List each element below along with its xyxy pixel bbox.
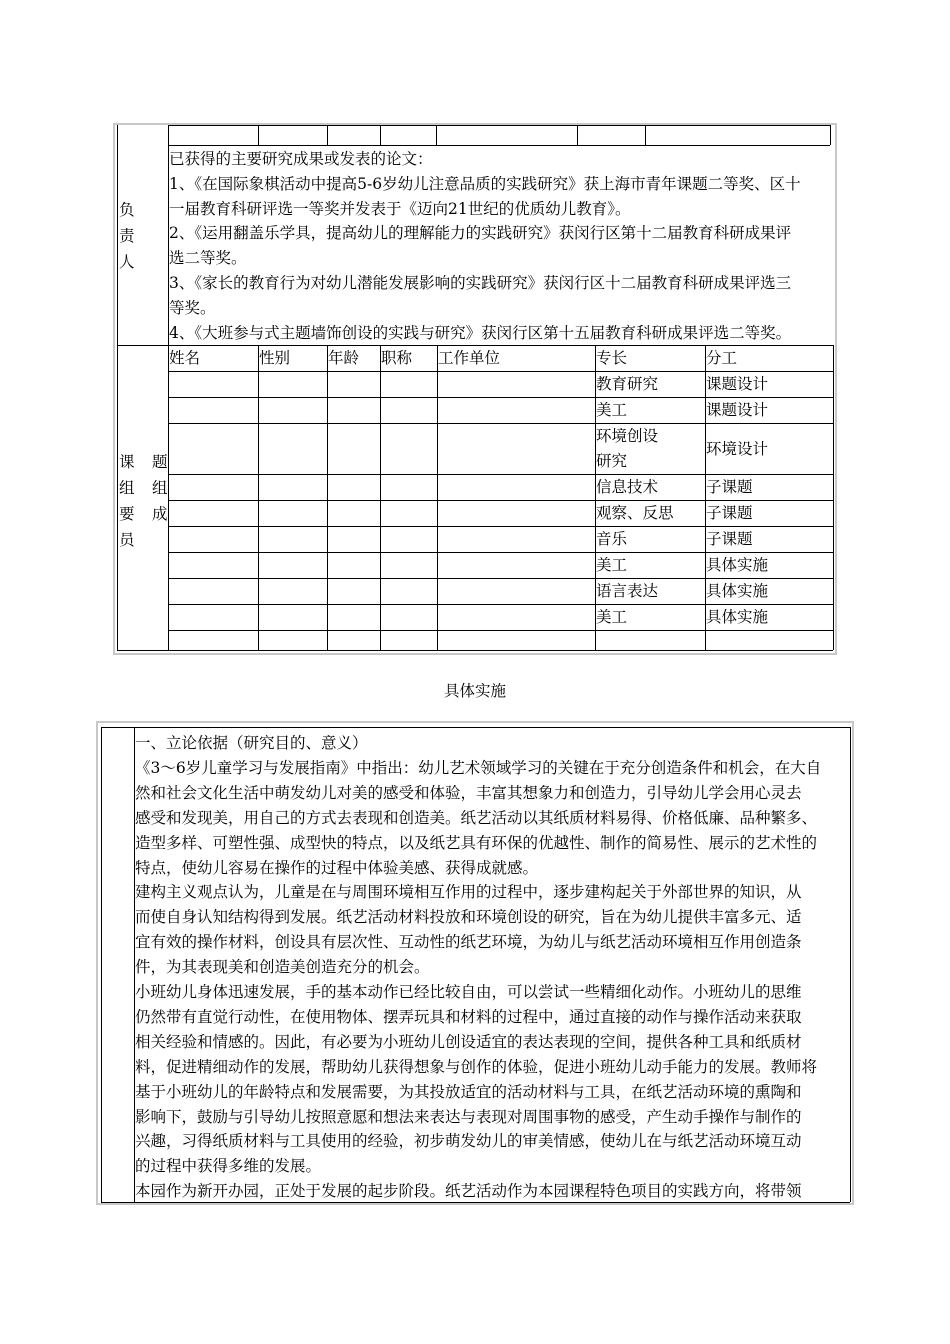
achievement-line: 1、《在国际象棋活动中提高5-6岁幼儿注意品质的实践研究》获上海市青年课题二等奖、区十 (169, 174, 801, 193)
role-cell: 环境设计 (706, 439, 769, 458)
members-label-char: 课 (119, 453, 135, 471)
table-border (645, 125, 646, 145)
table-border (168, 423, 833, 424)
paragraph-line: 的过程中获得多维的发展。 (135, 1157, 322, 1176)
members-label-char: 题 (152, 453, 168, 471)
paragraph-line: 然和社会文化生活中萌发幼儿对美的感受和体验，丰富其想象力和创造力，引导幼儿学会用心灵去 (135, 783, 802, 802)
paragraph-line: 基于小班幼儿的年龄特点和发展需要，为其投放适宜的活动材料与工具，在纸艺活动环境的熏陶和 (135, 1082, 802, 1101)
role-cell: 子课题 (706, 530, 753, 548)
column-header: 专长 (596, 349, 628, 367)
specialty-cell: 研究 (596, 452, 628, 470)
specialty-cell: 音乐 (596, 530, 628, 548)
section-heading: 一、立论依据（研究目的、意义） (135, 734, 368, 752)
column-header: 工作单位 (438, 349, 501, 367)
table-border (380, 345, 381, 650)
table-border (168, 125, 169, 145)
specialty-cell: 语言表达 (596, 582, 659, 600)
members-label-char: 组 (152, 479, 168, 497)
paragraph-line: 而使自身认知结构得到发展。纸艺活动材料投放和环境创设的研究，旨在为幼儿提供丰富多元、适 (135, 908, 802, 927)
paragraph-line: 宜有效的操作材料，创设具有层次性、互动性的纸艺环境，为幼儿与纸艺活动环境相互作用创造条 (135, 933, 802, 952)
column-header: 性别 (259, 349, 291, 367)
role-cell: 课题设计 (706, 401, 769, 419)
leader-label-char: 责 (119, 227, 135, 245)
achievement-line: 选二等奖。 (169, 249, 247, 268)
paragraph-line: 造型多样、可塑性强、成型快的特点，以及纸艺具有环保的优越性、制作的简易性、展示的艺术性的 (135, 833, 818, 852)
achievement-line: 4、《大班参与式主题墙饰创设的实践与研究》获闵行区第十五届教育科研成果评选二等奖。 (169, 323, 792, 342)
table-border (168, 345, 169, 650)
paragraph-line: 相关经验和情感的。因此，有必要为小班幼儿创设适宜的表达表现的空间，提供各种工具和纸质材 (135, 1032, 802, 1051)
table-border (117, 650, 168, 651)
paragraph-line: 影响下，鼓励与引导幼儿按照意愿和想法来表达与表现对周围事物的感受，产生动手操作与制作的 (135, 1107, 802, 1126)
table-border (168, 630, 833, 631)
paragraph-line: 件，为其表现美和创造美创造充分的机会。 (135, 958, 430, 977)
column-header: 分工 (706, 349, 738, 367)
table-border (436, 125, 437, 145)
table-border (117, 125, 118, 650)
specialty-cell: 美工 (596, 401, 628, 419)
table-border (577, 125, 578, 145)
section-title: 具体实施 (443, 682, 506, 700)
members-label-char: 组 (119, 479, 135, 497)
paragraph-line: 建构主义观点认为，儿童是在与周围环境相互作用的过程中，逐步建构起关于外部世界的知识，从 (135, 883, 802, 902)
paragraph-line: 本园作为新开办园，正处于发展的起步阶段。纸艺活动作为本园课程特色项目的实践方向，将带领 (135, 1182, 802, 1201)
paragraph-line: 料，促进精细动作的发展，帮助幼儿获得想象与创作的体验，促进小班幼儿动手能力的发展。教师将 (135, 1057, 818, 1076)
specialty-cell: 教育研究 (596, 375, 659, 393)
table-border (850, 727, 851, 1202)
role-cell: 具体实施 (706, 582, 769, 600)
paragraph-line: 仍然带有直觉行动性，在使用物体、摆弄玩具和材料的过程中，通过直接的动作与操作活动来获取 (135, 1007, 802, 1026)
table-border (437, 345, 438, 650)
role-cell: 子课题 (706, 478, 753, 496)
table-border (833, 345, 834, 650)
paragraph-line: 感受和发现美，用自己的方式去表现和创造美。纸艺活动以其纸质材料易得、价格低廉、品种繁多、 (135, 808, 818, 827)
table-border (168, 125, 830, 126)
achievement-line: 2、《运用翻盖乐学具，提高幼儿的理解能力的实践研究》获闵行区第十二届教育科研成果评 (169, 224, 792, 243)
achievement-line: 3、《家长的教育行为对幼儿潜能发展影响的实践研究》获闵行区十二届教育科研成果评选三 (169, 274, 792, 292)
table-border (327, 125, 328, 145)
table-border (101, 727, 102, 1202)
specialty-cell: 环境创设 (596, 427, 659, 445)
table-border (327, 345, 328, 650)
members-label-char: 要 (119, 505, 135, 523)
table-border (258, 125, 259, 145)
paragraph-line: 兴趣，习得纸质材料与工具使用的经验，初步萌发幼儿的审美情感，使幼儿在与纸艺活动环境互动 (135, 1132, 802, 1151)
leader-label-char: 人 (119, 253, 135, 271)
table-border (101, 727, 850, 728)
specialty-cell: 美工 (596, 556, 628, 574)
column-header: 职称 (381, 349, 413, 367)
paragraph-line: 特点，使幼儿容易在操作的过程中体验美感、获得成就感。 (135, 858, 539, 877)
members-label-char: 员 (119, 531, 135, 549)
specialty-cell: 信息技术 (596, 478, 659, 496)
paragraph-line: 《3～6岁儿童学习与发展指南》中指出：幼儿艺术领域学习的关键在于充分创造条件和机会，在大自 (135, 758, 822, 777)
leader-label-char: 负 (119, 201, 135, 219)
column-header: 年龄 (328, 349, 360, 367)
specialty-cell: 美工 (596, 608, 628, 626)
table-border (168, 650, 833, 651)
achievement-line: 等奖。 (169, 298, 216, 317)
table-border (830, 125, 831, 145)
table-border (380, 125, 381, 145)
specialty-cell: 观察、反思 (596, 504, 674, 522)
achievement-line: 已获得的主要研究成果或发表的论文： (169, 150, 433, 168)
role-cell: 子课题 (706, 504, 753, 522)
role-cell: 课题设计 (706, 375, 769, 393)
members-label-char: 成 (152, 505, 168, 523)
role-cell: 具体实施 (706, 608, 769, 626)
column-header: 姓名 (169, 349, 201, 367)
table-border (258, 345, 259, 650)
achievement-line: 一届教育科研评选一等奖并发表于《迈向21世纪的优质幼儿教育》。 (169, 199, 631, 218)
paragraph-line: 小班幼儿身体迅速发展，手的基本动作已经比较自由，可以尝试一些精细化动作。小班幼儿的思维 (135, 983, 802, 1001)
role-cell: 具体实施 (706, 556, 769, 574)
